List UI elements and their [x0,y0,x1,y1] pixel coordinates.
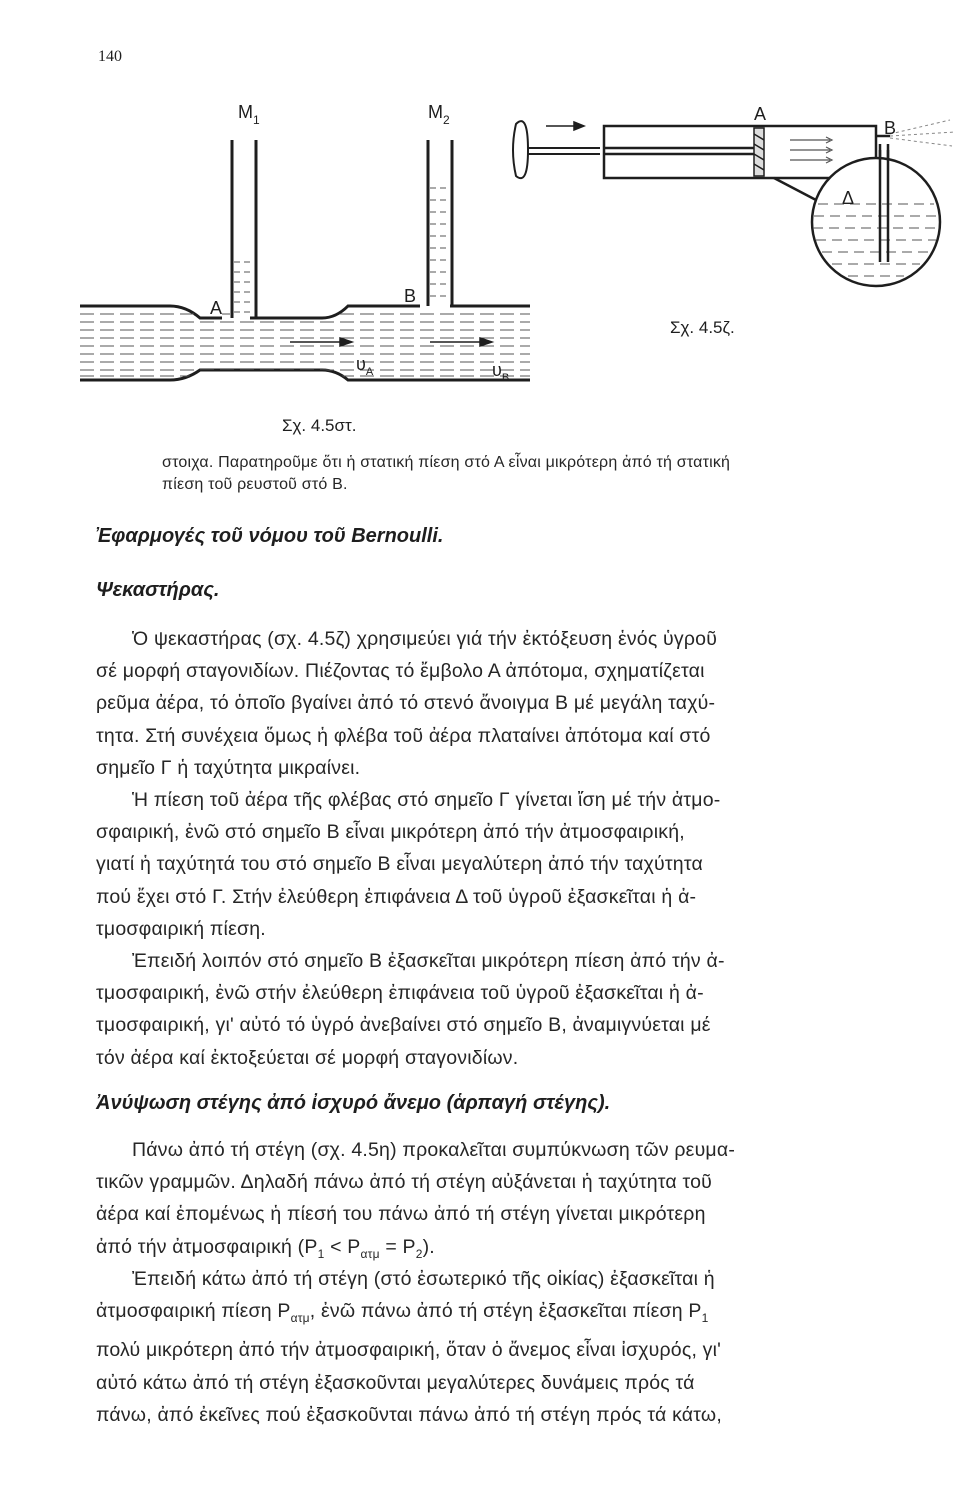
sprayer-label-delta: Δ [842,188,855,208]
paragraph-sprayer-2: Ἡ πίεση τοῦ ἀέρα τῆς φλέβας στό σημεῖο Γ γίνεται ἴση μέ τήν ἀτμο- σφαιρική, ἐνῶ στό σημεῖο Β εἶναι μικρότερη ἀπό τήν ἀτμοσφαιρική, γιατί ἡ ταχύτητά του στό σημεῖο Β εἶναι μεγαλύτερη ἀπό τήν ταχύτητα πού ἔχει στό Γ. Στήν ἐλεύθερη ἐπιφάνεια Δ τοῦ ὑγροῦ ἐξασκεῖται ἡ ἀ- τμοσφαιρική πίεση. [96,789,721,940]
paragraph-sprayer-1: Ὁ ψεκαστήρας (σχ. 4.5ζ) χρησιμεύει γιά τήν ἐκτόξευση ἑνός ὑγροῦ σέ μορφή σταγονιδίων. Πιέζοντας τό ἔμβολο Α ἀπότομα, σχηματίζεται ρεῦμα ἀέρα, τό ὁποῖο βγαίνει ἀπό τό στενό ἄνοιγμα Β μέ μεγάλη ταχύ- τητα. Στή συνέχεια ὅμως ἡ φλέβα τοῦ ἀέρα πλαταίνει ἀπότομα καί στό σημεῖο Γ ἡ ταχύτητα μικραίνει. [96,628,718,779]
sprayer-label-b: B [884,118,897,138]
subsection-title-sprayer: Ψεκαστήρας. [96,579,220,601]
paragraph-roof-1: Πάνω ἀπό τή στέγη (σχ. 4.5η) προκαλεῖται συμπύκνωση τῶν ρευμα- τικῶν γραμμῶν. Δηλαδή πάνω ἀπό τή στέγη αὐξάνεται ἡ ταχύτητα τοῦ ἀέρα καί ἑπομένως ἡ πίεσή του πάνω ἀπό τή στέγη γίνεται μικρότερη ἀπό τήν ἀτμοσφαιρική $(P_1 < P_{\alpha\tau\mu} = P_2)$. [96,1139,736,1261]
manometer-m1 [232,140,256,318]
sprayer-handle [513,121,600,178]
velocity-arrow-b [430,338,492,346]
figure-venturi-tube [0,0,963,440]
manometer-m2 [428,140,452,306]
paragraph-roof-2: Ἐπειδή κάτω ἀπό τή στέγη (στό ἐσωτερικό τῆς οἰκίας) ἐξασκεῖται ἡ ἀτμοσφαιρική πίεση $P_{\alpha\tau\mu}$, ἐνῶ πάνω ἀπό τή στέγη ἐξασκεῖται πίεση $P_1$ πολύ μικρότερη ἀπό τήν ἀτμοσφαιρική, ὅταν ὁ ἄνεμος εἶναι ἰσχυρός, γι' αὐτό κάτω ἀπό τή στέγη ἐξασκοῦνται μεγαλύτερες δυνάμεις πρός τά πάνω, ἀπό ἐκεῖνες πού ἐξασκοῦνται πάνω ἀπό τή στέγη πρός τά κάτω, [96,1268,722,1426]
caption-fig-4-5z: Σχ. 4.5ζ. [670,318,735,337]
velocity-arrow-a [290,338,352,346]
label-m2: $M_2$ [428,102,450,127]
label-velocity-b: $\upsilon_B$ [492,360,510,384]
section-title-roof-lifting: Ἀνύψωση στέγης ἀπό ἰσχυρό ἄνεμο (ἁρπαγή στέγης). [96,1092,611,1114]
sprayer-reservoir [812,150,940,286]
paragraph-sprayer-3: Ἐπειδή λοιπόν στό σημεῖο Β ἐξασκεῖται μικρότερη πίεση ἀπό τήν ἀ- τμοσφαιρική, ἐνῶ στήν ἐλεύθερη ἐπιφάνεια τοῦ ὑγροῦ ἐξασκεῖται ἡ ἀ- τμοσφαιρική, γι' αὐτό τό ὑγρό ἀνεβαίνει στό σημεῖο Β, ἀναμιγνύεται μέ τόν ἀέρα καί ἐκτοξεύεται σέ μορφή σταγονιδίων. [96,950,725,1069]
sprayer-piston [754,128,764,176]
page-number: 140 [98,48,122,65]
sprayer-cylinder [604,126,876,178]
label-m1: $M_1$ [238,102,260,127]
section-title-bernoulli-applications: Ἐφαρμογές τοῦ νόμου τοῦ Bernoulli. [96,525,444,547]
intro-paragraph: στοιχα. Παρατηροῦμε ὅτι ἡ στατική πίεση στό Α εἶναι μικρότερη ἀπό τή στατική πίεση τοῦ ρευστοῦ στό Β. [162,454,731,493]
sprayer-label-a: A [754,104,767,124]
venturi-pipe [80,306,530,380]
caption-fig-4-5st: Σχ. 4.5στ. [282,416,357,435]
figure-sprayer [513,104,955,286]
label-velocity-a: $\upsilon_A$ [356,354,374,378]
label-point-a: A [210,298,223,318]
label-point-b: B [404,286,417,306]
